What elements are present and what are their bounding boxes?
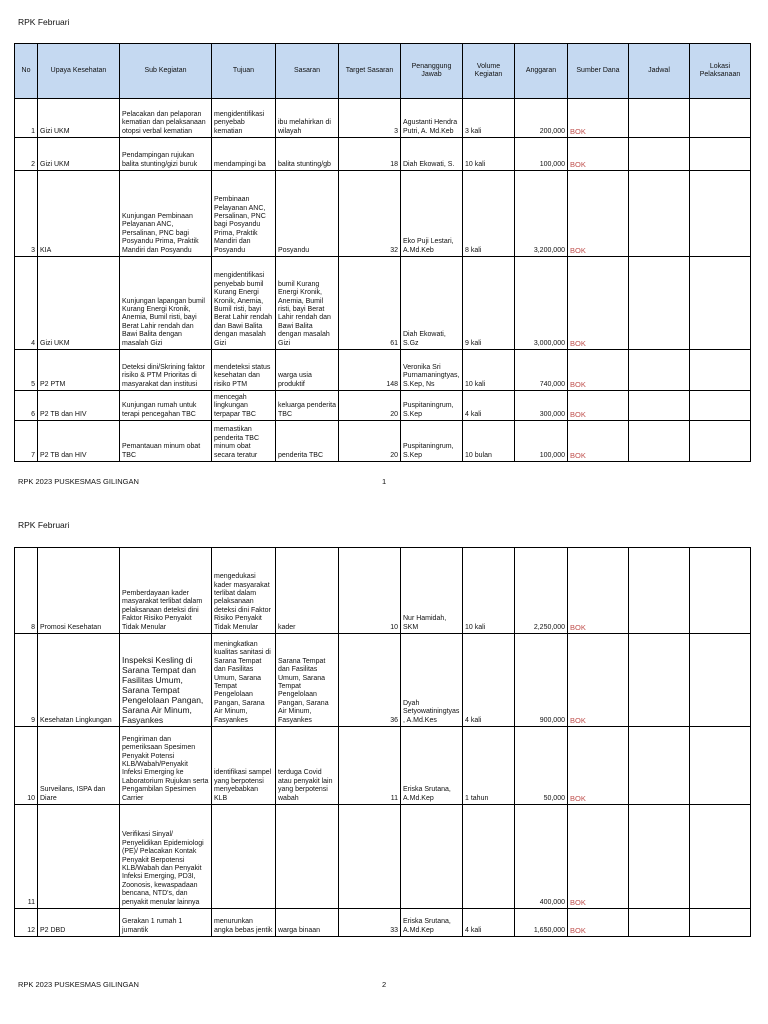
table-row [15,257,751,350]
cell-sumber-dana: BOK [568,171,629,257]
cell-lokasi [690,350,751,391]
header-no: No [15,44,38,99]
cell-sasaran: Posyandu [276,171,339,257]
cell-volume: 9 kali [463,257,515,350]
cell-lokasi [690,391,751,421]
cell-lokasi [690,138,751,171]
cell-upaya: Gizi UKM [38,257,120,350]
cell-penanggung-jawab: Puspitaningrum, S.Kep [401,391,463,421]
table-row [15,171,751,257]
cell-no: 11 [15,805,38,909]
cell-anggaran: 400,000 [515,805,568,909]
cell-penanggung-jawab: Veronika Sri Purnamaningtyas,S.Kep, Ns [401,350,463,391]
cell-anggaran: 3,000,000 [515,257,568,350]
cell-tujuan: mengidentifikasi penyebab kematian [212,99,276,138]
table-row [15,350,751,391]
cell-tujuan: identifikasi sampel yang berpotensi menyebabkan KLB [212,727,276,805]
cell-sumber-dana: BOK [568,634,629,727]
cell-sub-kegiatan: Gerakan 1 rumah 1 jumantik [120,909,212,937]
cell-tujuan: mendampingi ba [212,138,276,171]
cell-upaya: Gizi UKM [38,99,120,138]
header-penanggung-jawab: Penanggung Jawab [401,44,463,99]
cell-upaya: P2 DBD [38,909,120,937]
cell-sub-kegiatan: Pendampingan rujukan balita stunting/gizi buruk [120,138,212,171]
cell-penanggung-jawab: Agustanti Hendra Putri, A. Md.Keb [401,99,463,138]
cell-volume: 8 kali [463,171,515,257]
cell-lokasi [690,421,751,462]
cell-jadwal [629,909,690,937]
header-jadwal: Jadwal [629,44,690,99]
cell-sasaran: warga binaan [276,909,339,937]
header-sasaran: Sasaran [276,44,339,99]
header-volume: Volume Kegiatan [463,44,515,99]
cell-no: 8 [15,548,38,634]
cell-lokasi [690,257,751,350]
cell-anggaran: 50,000 [515,727,568,805]
cell-jadwal [629,634,690,727]
cell-jadwal [629,171,690,257]
cell-jadwal [629,350,690,391]
cell-target [339,805,401,909]
cell-tujuan: mengidentifikasi penyebab bumil Kurang Energi Kronik, Anemia, Bumil risti, bayi Berat Lahir rendah dan Bawi Balita dengan masalah Gizi [212,257,276,350]
cell-sub-kegiatan: Deteksi dini/Skrining faktor risiko & PTM Prioritas di masyarakat dan institusi [120,350,212,391]
cell-tujuan: meningkatkan kualitas sanitasi di Sarana Tempat dan Fasilitas Umum, Sarana Tempat Pengelolaan Pangan, Sarana Air Minum, Fasyankes [212,634,276,727]
cell-penanggung-jawab: Nur Hamidah, SKM [401,548,463,634]
cell-tujuan: memastikan penderita TBC minum obat secara teratur [212,421,276,462]
cell-tujuan: mendeteksi status kesehatan dan risiko PTM [212,350,276,391]
cell-no: 12 [15,909,38,937]
header-upaya: Upaya Kesehatan [38,44,120,99]
cell-volume: 10 kali [463,548,515,634]
cell-sasaran: ibu melahirkan di wilayah [276,99,339,138]
cell-no: 6 [15,391,38,421]
cell-anggaran: 740,000 [515,350,568,391]
cell-anggaran: 3,200,000 [515,171,568,257]
cell-volume [463,805,515,909]
cell-lokasi [690,727,751,805]
cell-sub-kegiatan: Kunjungan rumah untuk terapi pencegahan TBC [120,391,212,421]
cell-penanggung-jawab: Dyah Setyowatiningtyas, A.Md.Kes [401,634,463,727]
cell-penanggung-jawab: Puspitaningrum, S.Kep [401,421,463,462]
cell-volume: 4 kali [463,634,515,727]
cell-lokasi [690,99,751,138]
table-row [15,909,751,937]
cell-penanggung-jawab: Eriska Srutana, A.Md.Kep [401,727,463,805]
cell-penanggung-jawab: Eriska Srutana, A.Md.Kep [401,909,463,937]
table-row [15,421,751,462]
cell-upaya: P2 TB dan HIV [38,391,120,421]
cell-sasaran: keluarga penderita TBC [276,391,339,421]
header-sumber-dana: Sumber Dana [568,44,629,99]
cell-lokasi [690,805,751,909]
table-row [15,727,751,805]
cell-sub-kegiatan: Verifikasi Sinyal/ Penyelidikan Epidemiologi (PE)/ Pelacakan Kontak Penyakit Berpotensi KLB/Wabah dan Penyakit Infeksi Emerging, PD3I, Zoonosis, kewaspadaan bencana, NTD's, dan penyakit menular lainnya [120,805,212,909]
footer-text: RPK 2023 PUSKESMAS GILINGAN [18,980,139,989]
table-row [15,138,751,171]
cell-sasaran [276,805,339,909]
cell-sumber-dana: BOK [568,805,629,909]
cell-penanggung-jawab [401,805,463,909]
footer-text: RPK 2023 PUSKESMAS GILINGAN [18,477,139,486]
cell-volume: 4 kali [463,391,515,421]
cell-jadwal [629,548,690,634]
page-number: 2 [382,980,387,989]
cell-sub-kegiatan: Kunjungan lapangan bumil Kurang Energi Kronik, Anemia, Bumil risti, bayi Berat Lahir rendah dan Bawi Balita dengan masalah Gizi [120,257,212,350]
cell-no: 5 [15,350,38,391]
cell-jadwal [629,138,690,171]
cell-upaya: P2 PTM [38,350,120,391]
cell-sasaran: Sarana Tempat dan Fasilitas Umum, Sarana Tempat Pengelolaan Pangan, Sarana Air Minum, Fasyankes [276,634,339,727]
cell-sumber-dana: BOK [568,421,629,462]
cell-penanggung-jawab: Diah Ekowati, S. [401,138,463,171]
cell-target: 36 [339,634,401,727]
cell-target: 20 [339,391,401,421]
cell-volume: 1 tahun [463,727,515,805]
cell-target: 32 [339,171,401,257]
cell-sub-kegiatan: Inspeksi Kesling di Sarana Tempat dan Fasilitas Umum, Sarana Tempat Pengelolaan Pangan, Sarana Air Minum, Fasyankes [120,634,212,727]
cell-volume: 10 bulan [463,421,515,462]
cell-sumber-dana: BOK [568,350,629,391]
table-row [15,391,751,421]
cell-sasaran: terduga Covid atau penyakit lain yang berpotensi wabah [276,727,339,805]
header-sub-kegiatan: Sub Kegiatan [120,44,212,99]
page-title-2: RPK Februari [18,520,70,530]
cell-sub-kegiatan: Pemberdayaan kader masyarakat terlibat dalam pelaksanaan deteksi dini Faktor Risiko Penyakit Tidak Menular [120,548,212,634]
cell-jadwal [629,391,690,421]
cell-target: 11 [339,727,401,805]
cell-penanggung-jawab: Eko Puji Lestari, A.Md.Keb [401,171,463,257]
table-row [15,805,751,909]
cell-sumber-dana: BOK [568,909,629,937]
cell-upaya: KIA [38,171,120,257]
cell-sasaran: bumil Kurang Energi Kronik, Anemia, Bumil risti, bayi Berat Lahir rendah dan Bawi Balita dengan masalah Gizi [276,257,339,350]
cell-anggaran: 900,000 [515,634,568,727]
page-title-1: RPK Februari [18,17,70,27]
cell-sub-kegiatan: Pelacakan dan pelaporan kematian dan pelaksanaan otopsi verbal kematian [120,99,212,138]
cell-tujuan [212,805,276,909]
cell-sasaran: balita stunting/gb [276,138,339,171]
cell-sumber-dana: BOK [568,391,629,421]
cell-target: 10 [339,548,401,634]
cell-anggaran: 200,000 [515,99,568,138]
cell-no: 1 [15,99,38,138]
cell-sub-kegiatan: Kunjungan Pembinaan Pelayanan ANC, Persalinan, PNC bagi Posyandu Prima, Praktik Mandiri dan Posyandu [120,171,212,257]
cell-sumber-dana: BOK [568,99,629,138]
cell-lokasi [690,171,751,257]
page-footer-2 [18,980,387,989]
cell-upaya: P2 TB dan HIV [38,421,120,462]
header-lokasi: Lokasi Pelaksanaan [690,44,751,99]
cell-jadwal [629,421,690,462]
cell-anggaran: 1,650,000 [515,909,568,937]
cell-lokasi [690,634,751,727]
cell-no: 3 [15,171,38,257]
cell-no: 7 [15,421,38,462]
cell-volume: 3 kali [463,99,515,138]
cell-upaya: Kesehatan Lingkungan [38,634,120,727]
cell-sumber-dana: BOK [568,138,629,171]
table-row [15,99,751,138]
cell-sumber-dana: BOK [568,257,629,350]
header-tujuan: Tujuan [212,44,276,99]
cell-target: 3 [339,99,401,138]
cell-target: 33 [339,909,401,937]
cell-target: 20 [339,421,401,462]
cell-lokasi [690,909,751,937]
header-row [15,44,751,99]
cell-tujuan: mencegah lingkungan terpapar TBC [212,391,276,421]
cell-jadwal [629,257,690,350]
cell-anggaran: 100,000 [515,138,568,171]
cell-lokasi [690,548,751,634]
cell-tujuan: Pembinaan Pelayanan ANC, Persalinan, PNC bagi Posyandu Prima, Praktik Mandiri dan Posyandu [212,171,276,257]
cell-no: 10 [15,727,38,805]
cell-anggaran: 2,250,000 [515,548,568,634]
cell-sasaran: warga usia produktif [276,350,339,391]
cell-sub-kegiatan: Pengiriman dan pemeriksaan Spesimen Penyakit Potensi KLB/Wabah/Penyakit Infeksi Emerging ke Laboratorium Rujukan serta Pengambilan Spesimen Carrier [120,727,212,805]
cell-penanggung-jawab: Diah Ekowati, S.Gz [401,257,463,350]
cell-no: 2 [15,138,38,171]
cell-sumber-dana: BOK [568,548,629,634]
cell-volume: 10 kali [463,350,515,391]
header-target: Target Sasaran [339,44,401,99]
cell-target: 61 [339,257,401,350]
cell-upaya [38,805,120,909]
cell-no: 9 [15,634,38,727]
cell-sasaran: penderita TBC [276,421,339,462]
cell-volume: 4 kali [463,909,515,937]
table-row [15,634,751,727]
cell-anggaran: 300,000 [515,391,568,421]
rpk-table-2 [14,547,751,937]
cell-jadwal [629,805,690,909]
page-number: 1 [382,477,387,486]
cell-sub-kegiatan: Pemantauan minum obat TBC [120,421,212,462]
cell-no: 4 [15,257,38,350]
cell-jadwal [629,727,690,805]
cell-upaya: Gizi UKM [38,138,120,171]
cell-jadwal [629,99,690,138]
cell-upaya: Surveilans, ISPA dan Diare [38,727,120,805]
cell-upaya: Promosi Kesehatan [38,548,120,634]
cell-target: 18 [339,138,401,171]
page-footer-1 [18,477,387,486]
cell-sasaran: kader [276,548,339,634]
cell-anggaran: 100,000 [515,421,568,462]
cell-tujuan: mengedukasi kader masyarakat terlibat dalam pelaksanaan deteksi dini Faktor Risiko Penyakit Tidak Menular [212,548,276,634]
cell-volume: 10 kali [463,138,515,171]
cell-sumber-dana: BOK [568,727,629,805]
cell-tujuan: menurunkan angka bebas jentik [212,909,276,937]
rpk-table-1 [14,43,751,462]
header-anggaran: Anggaran [515,44,568,99]
cell-target: 148 [339,350,401,391]
table-row [15,548,751,634]
